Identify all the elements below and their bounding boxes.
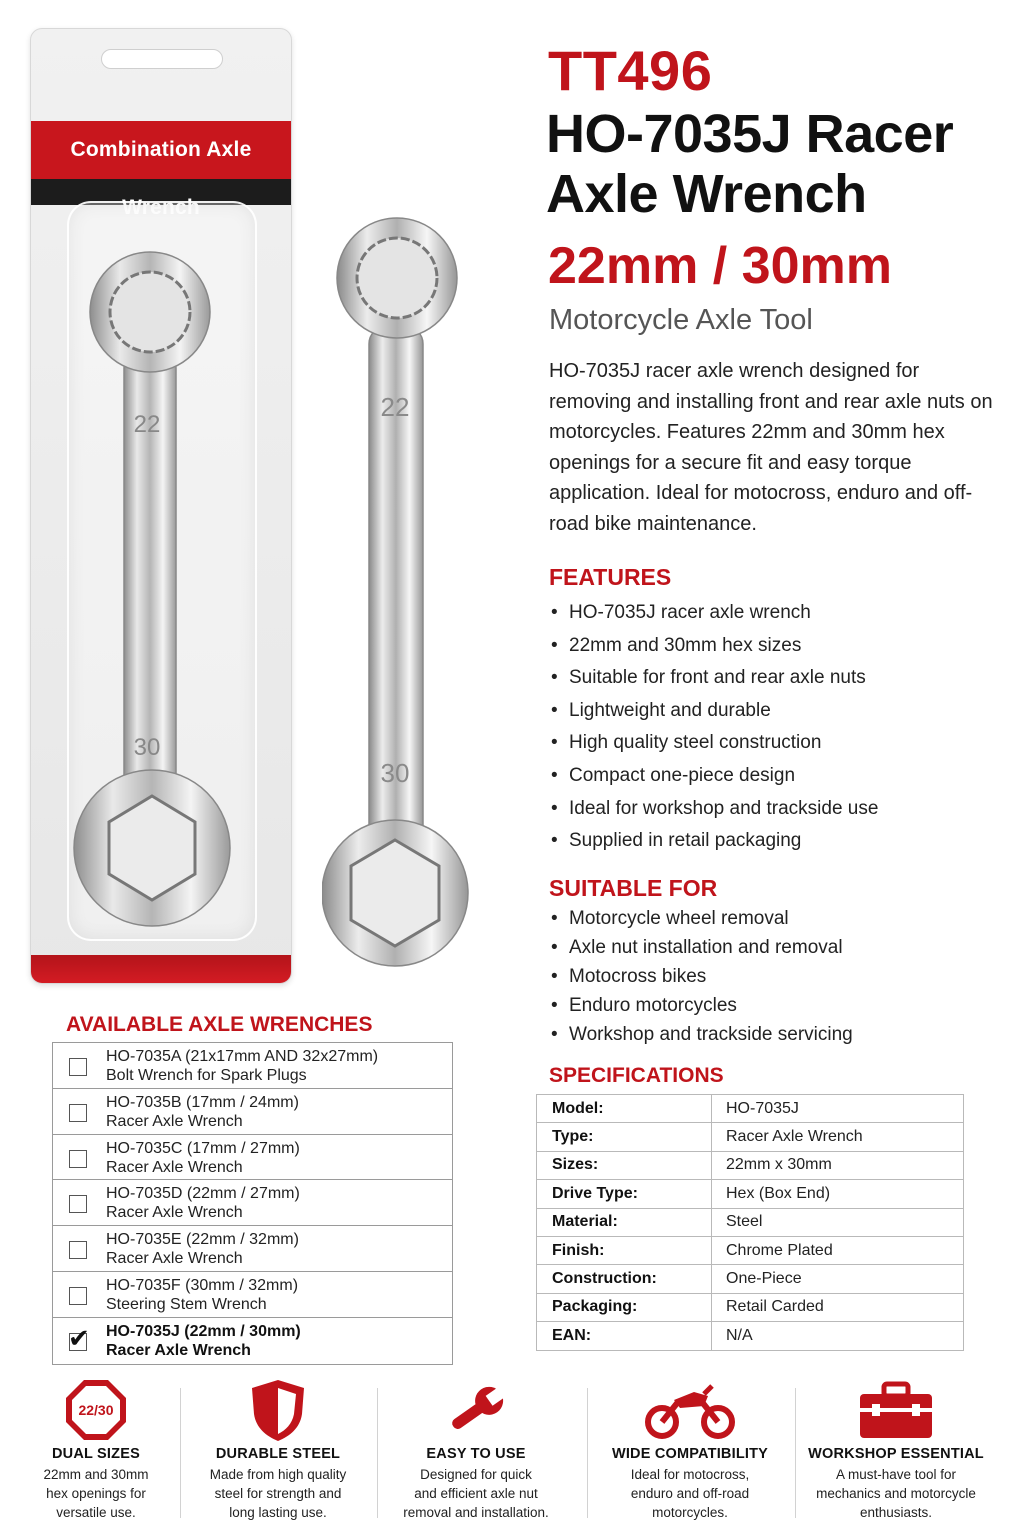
benefit-easy-to-use [376,1378,576,1522]
features-heading: FEATURES [549,564,672,590]
title-line-1: HO-7035J Racer [546,104,954,164]
table-row [537,1151,964,1179]
hang-hole [101,49,223,69]
list-item: • Motocross bikes [549,962,989,991]
spec-key: Sizes: [537,1151,712,1179]
table-row [537,1208,964,1236]
table-row [537,1236,964,1264]
spec-value: Racer Axle Wrench [712,1123,964,1151]
spec-key: Packaging: [537,1293,712,1321]
features-list [549,597,989,858]
list-item: • Workshop and trackside servicing [549,1020,989,1049]
wrench-option-f[interactable] [53,1272,452,1318]
suitable-list [549,904,989,1049]
product-title [546,104,953,224]
benefit-title: DUAL SIZES [52,1446,140,1462]
check-icon: ✔ [68,1322,90,1353]
benefit-line: and efficient axle nut [414,1486,538,1501]
spec-value: Chrome Plated [712,1236,964,1264]
benefit-line: steel for strength and [214,1486,342,1501]
option-model: HO-7035J (22mm / 30mm) [106,1322,301,1340]
product-sizes: 22mm / 30mm [548,237,892,295]
list-item: • 22mm and 30mm hex sizes [549,630,989,663]
toolbox-icon [856,1378,936,1442]
table-row [537,1322,964,1350]
benefit-line: motorcycles. [652,1505,728,1520]
motorcycle-icon [644,1378,736,1442]
spec-value: N/A [712,1322,964,1350]
list-item: • Compact one-piece design [549,760,989,793]
benefit-title: EASY TO USE [426,1446,526,1462]
spec-key: Finish: [537,1236,712,1264]
benefit-text [590,1465,790,1522]
option-type: Racer Axle Wrench [106,1158,243,1176]
available-wrench-list [52,1042,453,1365]
benefit-title: DURABLE STEEL [215,1446,341,1462]
specs-heading: SPECIFICATIONS [549,1064,724,1087]
benefit-line: mechanics and motorcycle [816,1486,976,1501]
wrench-option-e[interactable] [53,1226,452,1272]
option-checkbox[interactable] [69,1287,87,1305]
option-model: HO-7035A (21x17mm AND 32x27mm) [106,1048,379,1065]
wrench-option-j[interactable] [53,1318,452,1364]
available-heading: AVAILABLE AXLE WRENCHES [66,1013,373,1036]
option-checkbox[interactable] [69,1104,87,1122]
size-mark-22: 22 [133,411,161,438]
benefit-line: versatile use. [56,1505,136,1520]
table-row [537,1095,964,1123]
spec-key: Type: [537,1123,712,1151]
option-checkbox[interactable] [69,1241,87,1259]
benefit-title: WORKSHOP ESSENTIAL [808,1446,984,1462]
spec-value: Hex (Box End) [712,1180,964,1208]
option-checkbox[interactable] [69,1195,87,1213]
size-mark-30: 30 [380,758,410,788]
option-model: HO-7035C (17mm / 27mm) [106,1139,300,1157]
loose-wrench-image [322,216,472,976]
benefit-line: removal and installation. [403,1505,549,1520]
list-item: • Motorcycle wheel removal [549,904,989,933]
benefit-dual-sizes [0,1378,196,1522]
option-checkbox[interactable] [69,1150,87,1168]
divider [587,1388,588,1518]
table-row [537,1293,964,1321]
benefit-line: long lasting use. [229,1505,327,1520]
wrench-option-c[interactable] [53,1135,452,1181]
option-model: HO-7035E (22mm / 32mm) [106,1231,299,1249]
list-item: • Axle nut installation and removal [549,933,989,962]
list-item: • Supplied in retail packaging [549,825,989,858]
table-row [537,1123,964,1151]
option-type: Steering Stem Wrench [106,1295,267,1313]
benefit-line: hex openings for [46,1486,146,1501]
benefit-line: enthusiasts. [859,1505,933,1520]
benefit-text [178,1465,378,1522]
size-mark-22: 22 [380,392,410,422]
benefit-line: enduro and off-road [630,1486,750,1501]
benefit-line: 22mm and 30mm [43,1467,149,1482]
list-item: • Ideal for workshop and trackside use [549,793,989,826]
spec-value: HO-7035J [712,1095,964,1123]
benefit-workshop-essential [796,1378,996,1522]
spec-value: Retail Carded [712,1293,964,1321]
benefit-line: Designed for quick [420,1467,532,1482]
table-row [537,1180,964,1208]
benefit-text [796,1465,996,1522]
table-row [537,1265,964,1293]
benefit-line: Ideal for motocross, [630,1467,750,1482]
spec-value: 22mm x 30mm [712,1151,964,1179]
list-item: • High quality steel construction [549,727,989,760]
product-description: HO-7035J racer axle wrench designed for removing and installing front and rear axle nuts on motorcycles. Features 22mm and 30mm hex openings for a secure fit and easy torque application. Ideal for motocross, enduro and off-road bike maintenance. [549,360,993,535]
benefit-title: WIDE COMPATIBILITY [611,1446,769,1462]
option-type: Racer Axle Wrench [106,1341,251,1359]
option-type: Racer Axle Wrench [106,1112,243,1130]
benefit-text [0,1465,196,1522]
list-item: • Suitable for front and rear axle nuts [549,662,989,695]
suitable-heading: SUITABLE FOR [549,875,718,901]
wrench-option-a[interactable] [53,1043,452,1089]
option-type: Racer Axle Wrench [106,1204,243,1222]
wrench-option-b[interactable] [53,1089,452,1135]
spec-key: Material: [537,1208,712,1236]
option-model: HO-7035F (30mm / 32mm) [106,1276,299,1294]
specs-table [536,1094,964,1351]
option-model: HO-7035B (17mm / 24mm) [106,1093,299,1111]
option-model: HO-7035D (22mm / 27mm) [106,1185,300,1203]
spec-key: Drive Type: [537,1180,712,1208]
package-bottom-strip [31,955,291,984]
spec-key: EAN: [537,1322,712,1350]
benefit-wide-compatibility [590,1378,790,1522]
size-mark-30: 30 [133,734,161,761]
product-subtitle: Motorcycle Axle Tool [549,304,813,336]
octagon-badge-text: 22/30 [78,1402,114,1418]
benefit-line: Made from high quality [209,1467,347,1482]
option-type: Bolt Wrench for Spark Plugs [106,1067,307,1084]
list-item: • Enduro motorcycles [549,991,989,1020]
package-band-label: Combination Axle Wrench [70,138,252,219]
benefit-durable-steel [178,1378,378,1522]
wrench-icon [444,1378,508,1442]
title-line-2: Axle Wrench [546,164,867,224]
wrench-option-d[interactable] [53,1180,452,1226]
list-item: • Lightweight and durable [549,695,989,728]
benefit-text [376,1465,576,1522]
option-checkbox-checked[interactable] [68,1322,90,1353]
octagon-size-icon [64,1378,128,1442]
packaged-wrench-image [72,250,242,940]
product-code: TT496 [548,39,713,102]
list-item: • HO-7035J racer axle wrench [549,597,989,630]
shield-icon [246,1378,310,1442]
spec-value: One-Piece [712,1265,964,1293]
spec-key: Construction: [537,1265,712,1293]
option-type: Racer Axle Wrench [106,1250,243,1268]
option-checkbox[interactable] [69,1058,87,1076]
spec-value: Steel [712,1208,964,1236]
spec-key: Model: [537,1095,712,1123]
benefit-line: A must-have tool for [835,1467,957,1482]
